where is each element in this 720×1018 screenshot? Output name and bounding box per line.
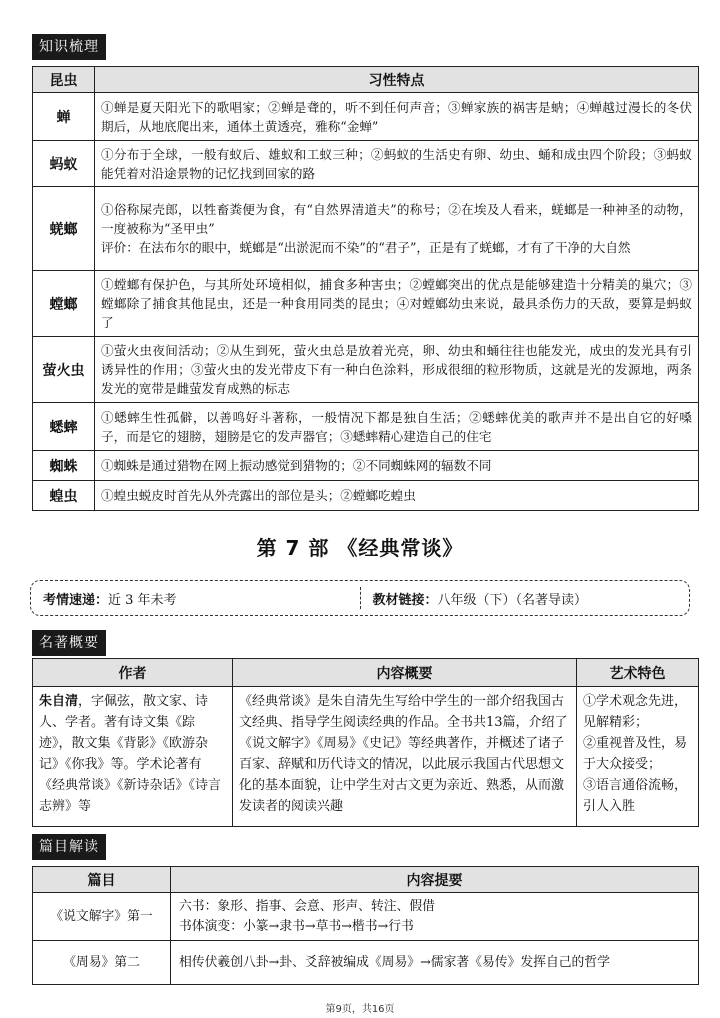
col-header-content: 内容提要 xyxy=(171,867,699,893)
col-header-chapter: 篇目 xyxy=(33,867,171,893)
insect-habit-text: ①螳螂有保护色，与其所处环境相似，捕食多种害虫；②螳螂突出的优点是能够建造十分精美的巢穴；③螳螂除了捕食其他昆虫，还是一种食用同类的昆虫；④对螳螂幼虫来说，最具杀伤力的天敌，要算是蚂蚁了 xyxy=(95,271,699,337)
section-title: 第 7 部 《经典常谈》 xyxy=(256,536,464,560)
table-row xyxy=(33,893,699,941)
book-overview-table xyxy=(32,658,699,827)
col-header-summary: 内容概要 xyxy=(233,659,577,687)
table-row xyxy=(33,941,699,985)
insect-habits-table xyxy=(32,66,699,511)
insect-habit-text: ①蜘蛛是通过猎物在网上振动感觉到猎物的；②不同蜘蛛网的辐数不同 xyxy=(95,451,699,481)
table-row xyxy=(33,481,699,511)
chapters-section-tag: 篇目解读 xyxy=(32,834,106,860)
features-cell xyxy=(577,687,699,827)
col-header-author: 作者 xyxy=(33,659,233,687)
insect-name: 蝗虫 xyxy=(33,481,95,511)
summary-text: 《经典常谈》是朱自清先生写给中学生的一部介绍我国古文经典、指导学生阅读经典的作品。全书共13篇，介绍了《说文解字》《周易》《史记》等经典著作，并概述了诸子百家、辞赋和历代诗文的情况，以此展示我国古代思想文化的基本面貌，让中学生对古文更为亲近、熟悉，从而激发读者的阅读兴趣 xyxy=(233,687,577,827)
insect-name: 螳螂 xyxy=(33,271,95,337)
insect-name: 蜘蛛 xyxy=(33,451,95,481)
chapter-name: 《周易》第二 xyxy=(33,941,171,985)
insect-name: 蜣螂 xyxy=(33,187,95,271)
insect-habit-text: ①萤火虫夜间活动；②从生到死，萤火虫总是放着光亮，卵、幼虫和蛹往往也能发光，成虫的发光具有引诱异性的作用；③萤火虫的发光带皮下有一种白色涂料，形成很细的粒形物质，这就是光的发源地，两条发光的宽带是雌萤发育成熟的标志 xyxy=(95,337,699,403)
chapter-line: 书体演变：小篆→隶书→草书→楷书→行书 xyxy=(179,918,414,934)
table-row xyxy=(33,451,699,481)
exam-value: 近 3 年未考 xyxy=(108,592,177,608)
author-text: ，字佩弦，散文家、诗人、学者。著有诗文集《踪迹》，散文集《背影》《欧游杂记》《你我》等。学术论著有《经典常谈》《新诗杂话》《诗言志辨》等 xyxy=(39,694,222,814)
exam-label: 考情速递： xyxy=(43,592,109,608)
table-row xyxy=(33,687,699,827)
insect-habit-text: ①蟋蟀生性孤僻，以善鸣好斗著称，一般情况下都是独自生活；②蟋蟀优美的歌声并不是出自它的好嗓子，而是它的翅膀，翅膀是它的发声器官；③蟋蟀精心建造自己的住宅 xyxy=(95,403,699,451)
textbook-link-value: 八年级（下）（名著导读） xyxy=(437,592,588,608)
exam-info-bar xyxy=(30,580,690,616)
col-header-habits: 习性特点 xyxy=(95,67,699,93)
author-cell xyxy=(33,687,233,827)
insect-name: 萤火虫 xyxy=(33,337,95,403)
table-row xyxy=(33,271,699,337)
insect-habit-text: ①蝗虫蜕皮时首先从外壳露出的部位是头；②螳螂吃蝗虫 xyxy=(95,481,699,511)
author-name: 朱自清 xyxy=(39,694,79,709)
insect-habit-text: ①分布于全球，一般有蚁后、雄蚁和工蚁三种；②蚂蚁的生活史有卵、幼虫、蛹和成虫四个阶段；③蚂蚁能凭着对沿途景物的记忆找到回家的路 xyxy=(95,141,699,187)
insect-name: 蟋蟀 xyxy=(33,403,95,451)
col-header-features: 艺术特色 xyxy=(577,659,699,687)
insect-habit-text: ①蝉是夏天阳光下的歌唱家；②蝉是聋的，听不到任何声音；③蝉家族的祸害是蚋；④蝉越过漫长的冬伏期后，从地底爬出来，通体土黄透亮，雅称“金蝉” xyxy=(95,93,699,141)
page-footer: 第9页，共16页 xyxy=(325,1004,395,1015)
chapter-table xyxy=(32,866,699,985)
col-header-insect: 昆虫 xyxy=(33,67,95,93)
table-row xyxy=(33,403,699,451)
table-row xyxy=(33,141,699,187)
table-row xyxy=(33,93,699,141)
table-row xyxy=(33,187,699,271)
insect-name: 蚂蚁 xyxy=(33,141,95,187)
table-row xyxy=(33,337,699,403)
chapter-line: 相传伏羲创八卦→卦、爻辞被编成《周易》→儒家著《易传》发挥自己的哲学 xyxy=(179,954,610,970)
chapter-name: 《说文解字》第一 xyxy=(33,893,171,941)
feature-item: ①学术观念先进，见解精彩； xyxy=(583,694,688,730)
chapter-line: 六书：象形、指事、会意、形声、转注、假借 xyxy=(179,898,435,914)
insect-name: 蝉 xyxy=(33,93,95,141)
overview-section-tag: 名著概要 xyxy=(32,630,106,656)
insect-habit-text: ①俗称屎壳郎，以牲畜粪便为食，有“自然界清道夫”的称号；②在埃及人看来，蜣螂是一种神圣的动物，一度被称为“圣甲虫” xyxy=(101,202,692,236)
feature-item: ②重视普及性，易于大众接受； xyxy=(583,736,688,772)
textbook-link-label: 教材链接： xyxy=(372,592,438,608)
feature-item: ③语言通俗流畅，引人入胜 xyxy=(583,778,688,814)
knowledge-section-tag: 知识梳理 xyxy=(32,34,106,60)
insect-evaluation-text: 评价：在法布尔的眼中，蜣螂是“出淤泥而不染”的“君子”，正是有了蜣螂，才有了干净的大自然 xyxy=(101,240,631,255)
